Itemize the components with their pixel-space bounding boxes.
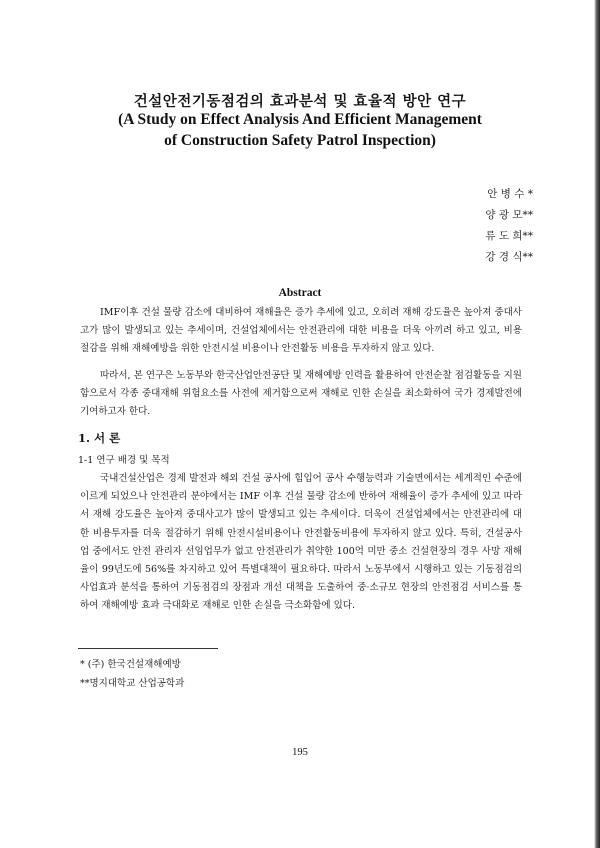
- subsection-heading-background: 1-1 연구 배경 및 목적: [78, 455, 170, 466]
- footnote-2: **명지대학교 산업공학과: [80, 678, 185, 689]
- author-4: 강 경 식**: [485, 251, 533, 263]
- author-2: 양 광 모**: [485, 209, 533, 221]
- abstract-paragraph-1: IMF이후 건설 물량 감소에 대비하여 재해율은 증가 추세에 있고, 오히려 재해 강도율은 높아져 중대사고가 많이 발생되고 있는 추세이며, 건설업체에서는 안전관리에 대한 비용을 더욱 아끼려 하고 있고, 비용 절감을 위해 재해예방을 위한 안전시설 비용이나 안전활동 비용을 투자하지 않고 있다.: [80, 307, 522, 355]
- paper-title-korean: 건설안전기동점검의 효과분석 및 효율적 방안 연구: [133, 93, 467, 110]
- footnote-divider: [78, 648, 218, 649]
- author-3: 류 도 희**: [485, 230, 533, 242]
- body-paragraph-1: 국내건설산업은 경제 발전과 해외 건설 공사에 힘입어 공사 수행능력과 기술면에서는 세계적인 수준에 이르게 되었으나 안전관리 분야에서는 IMF 이후 건설 물량 감소에 반하여 재해율이 증가 추세에 있고 따라서 재해 강도율은 높아져 중대사고가 많이 발생되고 있는 추세이다. 더욱이 건설업체에서는 안전관리에 대한 비용투자를 더욱 절감하기 위해 안전시설비용이나 안전활동비용에 투자하지 않고 있다. 특히, 건설공사업 중에서도 안전 관리자 선임업무가 없고 안전관리가 취약한 100억 미만 중소 건설현장의 경우 사망 재해율이 99년도에 56%를 차지하고 있어 특별대책이 필요하다. 따라서 노동부에서 시행하고 있는 기동점검의 사업효과 분석을 통하여 기동점검의 장점과 개선 대책을 도출하여 중·소규모 현장의 안전점검 서비스를 통하여 재해예방 효과 극대화로 재해로 인한 손실을 극소화함에 있다.: [80, 473, 522, 612]
- abstract-paragraph-2: 따라서, 본 연구은 노동부와 한국산업안전공단 및 재해예방 인력을 활용하여 안전순찰 점검활동을 지원함으로서 각종 중대재해 위험요소를 사전에 제거함으로써 재해로 인한 손실을 최소화하여 국가 경제발전에 기여하고자 한다.: [80, 370, 522, 418]
- page-number: 195: [292, 747, 308, 758]
- footnote-1: * (주) 한국건설재해예방: [80, 659, 181, 670]
- scan-edge-shadow: [594, 0, 600, 848]
- author-1: 안 병 수 *: [487, 188, 533, 200]
- section-heading-introduction: 1. 서 론: [78, 431, 121, 445]
- paper-title-english-line2: of Construction Safety Patrol Inspection): [164, 132, 436, 149]
- abstract-heading: Abstract: [278, 287, 322, 299]
- paper-title-english: [0, 109, 600, 151]
- paper-title-english-line1: (A Study on Effect Analysis And Efficient Management: [118, 111, 482, 128]
- author-list: [485, 184, 533, 268]
